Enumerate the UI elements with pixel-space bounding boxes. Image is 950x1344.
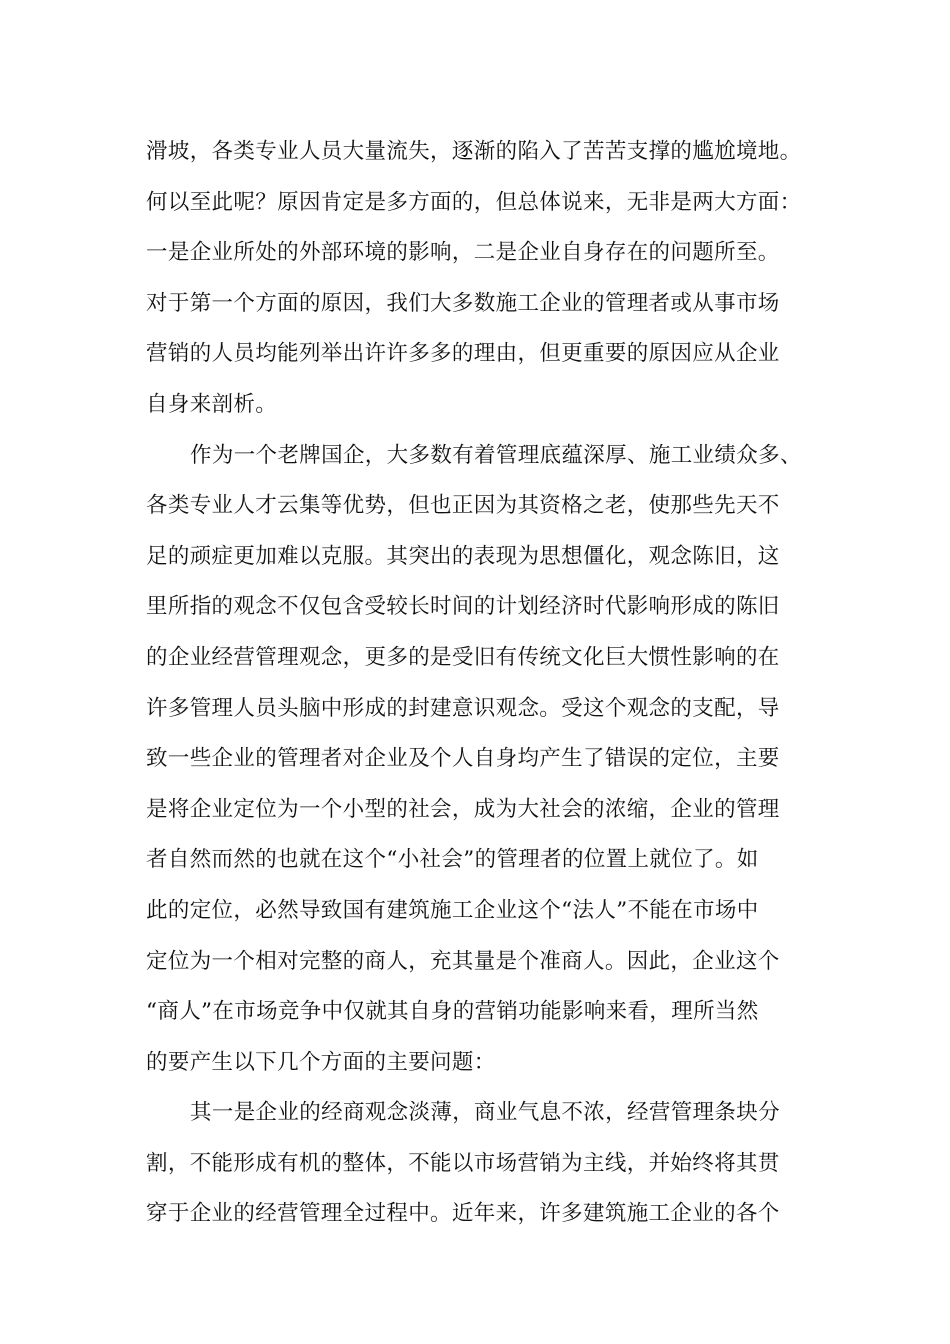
text-line: 是将企业定位为一个小型的社会，成为大社会的浓缩，企业的管理 bbox=[146, 796, 780, 822]
text-line: 的企业经营管理观念，更多的是受旧有传统文化巨大惯性影响的在 bbox=[146, 644, 780, 670]
text-line: 对于第一个方面的原因，我们大多数施工企业的管理者或从事市场 bbox=[146, 290, 780, 316]
text-line: 营销的人员均能列举出许许多多的理由，但更重要的原因应从企业 bbox=[146, 341, 780, 367]
text-line: 自身来剖析。 bbox=[146, 391, 278, 417]
text-line: 者自然而然的也就在这个“小社会”的管理者的位置上就位了。如 bbox=[146, 847, 759, 873]
text-line: 一是企业所处的外部环境的影响，二是企业自身存在的问题所至。 bbox=[146, 240, 780, 266]
text-line: 致一些企业的管理者对企业及个人自身均产生了错误的定位，主要 bbox=[146, 746, 780, 772]
text-line: 何以至此呢？原因肯定是多方面的，但总体说来，无非是两大方面： bbox=[146, 189, 802, 215]
text-line: 滑坡，各类专业人员大量流失，逐渐的陷入了苦苦支撑的尴尬境地。 bbox=[146, 139, 802, 164]
text-line: 许多管理人员头脑中形成的封建意识观念。受这个观念的支配，导 bbox=[146, 695, 780, 721]
text-line: 各类专业人才云集等优势，但也正因为其资格之老，使那些先天不 bbox=[146, 493, 780, 519]
text-line: 里所指的观念不仅包含受较长时间的计划经济时代影响形成的陈旧 bbox=[146, 594, 780, 620]
text-line: 割，不能形成有机的整体，不能以市场营销为主线，并始终将其贯 bbox=[146, 1150, 780, 1176]
body-text bbox=[146, 127, 816, 1240]
text-line: 的要产生以下几个方面的主要问题： bbox=[146, 1049, 496, 1075]
text-line: “商人”在市场竞争中仅就其自身的营销功能影响来看，理所当然 bbox=[146, 999, 759, 1025]
paragraph-first-line: 其一是企业的经商观念淡薄，商业气息不浓，经营管理条块分 bbox=[190, 1100, 780, 1126]
text-line: 定位为一个相对完整的商人，充其量是个准商人。因此，企业这个 bbox=[146, 948, 780, 974]
text-line: 足的顽症更加难以克服。其突出的表现为思想僵化，观念陈旧，这 bbox=[146, 543, 780, 569]
text-line: 此的定位，必然导致国有建筑施工企业这个“法人”不能在市场中 bbox=[146, 897, 759, 923]
text-line: 穿于企业的经营管理全过程中。近年来，许多建筑施工企业的各个 bbox=[146, 1201, 780, 1227]
paragraph-first-line: 作为一个老牌国企，大多数有着管理底蕴深厚、施工业绩众多、 bbox=[190, 442, 802, 468]
